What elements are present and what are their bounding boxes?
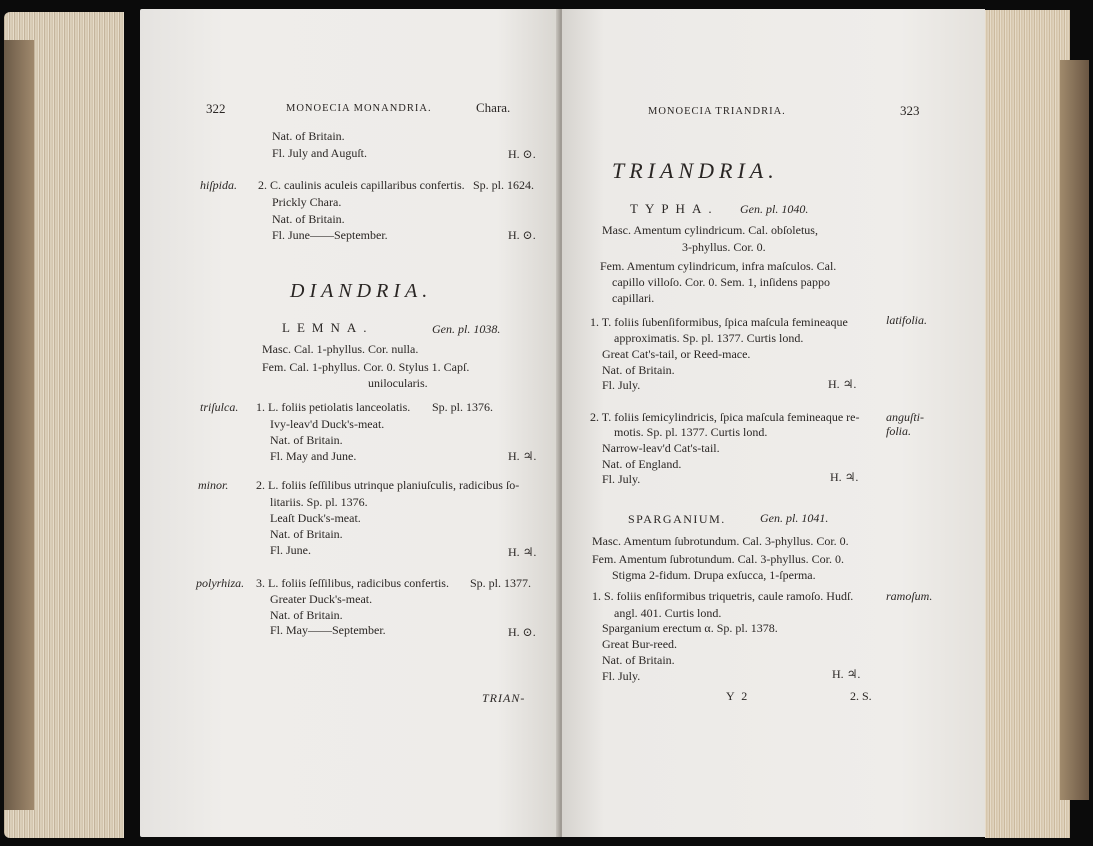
text-line: 2. T. foliis ſemicylindricis, ſpica maſcula femineaque re- — [590, 410, 860, 424]
text-line: Sp. pl. 1624. — [473, 178, 535, 192]
text-line: Narrow-leav'd Cat's-tail. — [602, 441, 720, 455]
species-margin-name: ramoſum. — [886, 589, 933, 603]
cover-left — [4, 40, 34, 810]
text-line: capillari. — [612, 291, 655, 305]
right-page — [562, 9, 985, 837]
text-line: H. ⊙. — [508, 147, 536, 161]
page-edges-right — [985, 10, 1070, 838]
text-line: motis. Sp. pl. 1377. Curtis lond. — [614, 425, 768, 439]
text-line: 1. S. foliis enſiformibus triquetris, caule ramoſo. Hudſ. — [592, 589, 854, 603]
signature-mark: Y 2 — [726, 689, 750, 703]
text-line: 1. L. foliis petiolatis lanceolatis. — [256, 400, 411, 414]
text-line: Fl. June. — [270, 543, 312, 557]
genus-reference: Gen. pl. 1038. — [432, 322, 501, 336]
text-line: Stigma 2-fidum. Drupa exſucca, 1-ſperma. — [612, 568, 816, 582]
text-line: approximatis. Sp. pl. 1377. Curtis lond. — [614, 331, 804, 345]
text-line: 2. C. caulinis aculeis capillaribus confertis. — [258, 178, 465, 192]
text-line: Fem. Amentum cylindricum, infra maſculos. Cal. — [600, 259, 837, 273]
text-line: Great Bur-reed. — [602, 637, 678, 651]
text-line: 3-phyllus. Cor. 0. — [682, 240, 766, 254]
species-margin-name: anguſti- — [886, 410, 924, 424]
running-head: MONOECIA MONANDRIA. — [286, 103, 432, 114]
cover-right — [1060, 60, 1089, 800]
text-line: Sparganium erectum α. Sp. pl. 1378. — [602, 621, 778, 635]
section-heading: DIANDRIA. — [290, 280, 433, 302]
text-line: angl. 401. Curtis lond. — [614, 606, 722, 620]
text-line: Nat. of Britain. — [272, 129, 345, 143]
text-line: Nat. of England. — [602, 457, 682, 471]
text-line: Masc. Cal. 1-phyllus. Cor. nulla. — [262, 342, 419, 356]
text-line: Fl. July. — [602, 669, 641, 683]
genus-heading: LEMNA. — [282, 320, 374, 335]
text-line: Fl. May——September. — [270, 623, 386, 637]
text-line: Fl. July. — [602, 378, 641, 392]
genus-heading: TYPHA. — [630, 201, 719, 216]
species-margin-name: triſulca. — [200, 400, 239, 414]
text-line: H. ♃. — [828, 377, 857, 391]
species-margin-name: folia. — [886, 424, 912, 438]
species-margin-name: minor. — [198, 478, 229, 492]
text-line: H. ⊙. — [508, 228, 536, 242]
text-line: Fl. May and June. — [270, 449, 357, 463]
text-line: Fl. June——September. — [272, 228, 388, 242]
text-line: Nat. of Britain. — [270, 433, 343, 447]
text-line: Sp. pl. 1377. — [470, 576, 532, 590]
left-page — [140, 9, 560, 837]
text-line: litariis. Sp. pl. 1376. — [270, 495, 368, 509]
text-line: Great Cat's-tail, or Reed-mace. — [602, 347, 751, 361]
text-line: 2. L. foliis ſeſſilibus utrinque planiuſculis, radicibus ſo- — [256, 478, 520, 492]
text-line: H. ♃. — [830, 470, 859, 484]
text-line: unilocularis. — [368, 376, 428, 390]
text-line: 3. L. foliis ſeſſilibus, radicibus confertis. — [256, 576, 449, 590]
page-number: 323 — [900, 103, 920, 118]
text-line: Masc. Amentum ſubrotundum. Cal. 3-phyllus. Cor. 0. — [592, 534, 849, 548]
text-line: Fem. Amentum ſubrotundum. Cal. 3-phyllus. Cor. 0. — [592, 552, 844, 566]
text-line: Fl. July. — [602, 472, 641, 486]
genus-reference: Gen. pl. 1040. — [740, 202, 809, 216]
species-margin-name: polyrhiza. — [196, 576, 245, 590]
running-head: MONOECIA TRIANDRIA. — [648, 106, 786, 117]
page-number: 322 — [206, 101, 226, 116]
text-line: H. ♃. — [508, 545, 537, 559]
text-line: Fl. July and Auguſt. — [272, 146, 368, 160]
text-line: Nat. of Britain. — [602, 363, 675, 377]
text-line: Leaſt Duck's-meat. — [270, 511, 361, 525]
section-heading: TRIANDRIA. — [612, 158, 779, 183]
text-line: Sp. pl. 1376. — [432, 400, 494, 414]
genus-reference: Gen. pl. 1041. — [760, 511, 829, 525]
species-margin-name: hiſpida. — [200, 178, 238, 192]
text-line: Nat. of Britain. — [272, 212, 345, 226]
text-line: capillo villoſo. Cor. 0. Sem. 1, inſidens pappo — [612, 275, 830, 289]
text-line: Nat. of Britain. — [270, 608, 343, 622]
catchword: TRIAN- — [482, 691, 526, 705]
text-line: Ivy-leav'd Duck's-meat. — [270, 417, 385, 431]
text-line: Nat. of Britain. — [270, 527, 343, 541]
text-line: Masc. Amentum cylindricum. Cal. obſoletus, — [602, 223, 818, 237]
catchword: 2. S. — [850, 689, 872, 703]
text-line: H. ♃. — [832, 667, 861, 681]
text-line: Prickly Chara. — [272, 195, 342, 209]
species-margin-name: latifolia. — [886, 313, 928, 327]
text-line: 1. T. foliis ſubenſiformibus, ſpica maſcula femineaque — [590, 315, 848, 329]
text-line: H. ♃. — [508, 449, 537, 463]
text-line: Greater Duck's-meat. — [270, 592, 373, 606]
text-line: Nat. of Britain. — [602, 653, 675, 667]
text-line: H. ⊙. — [508, 625, 536, 639]
genus-heading: SPARGANIUM. — [628, 512, 726, 526]
text-line: Fem. Cal. 1-phyllus. Cor. 0. Stylus 1. Capſ. — [262, 360, 470, 374]
running-genus: Chara. — [476, 100, 511, 115]
